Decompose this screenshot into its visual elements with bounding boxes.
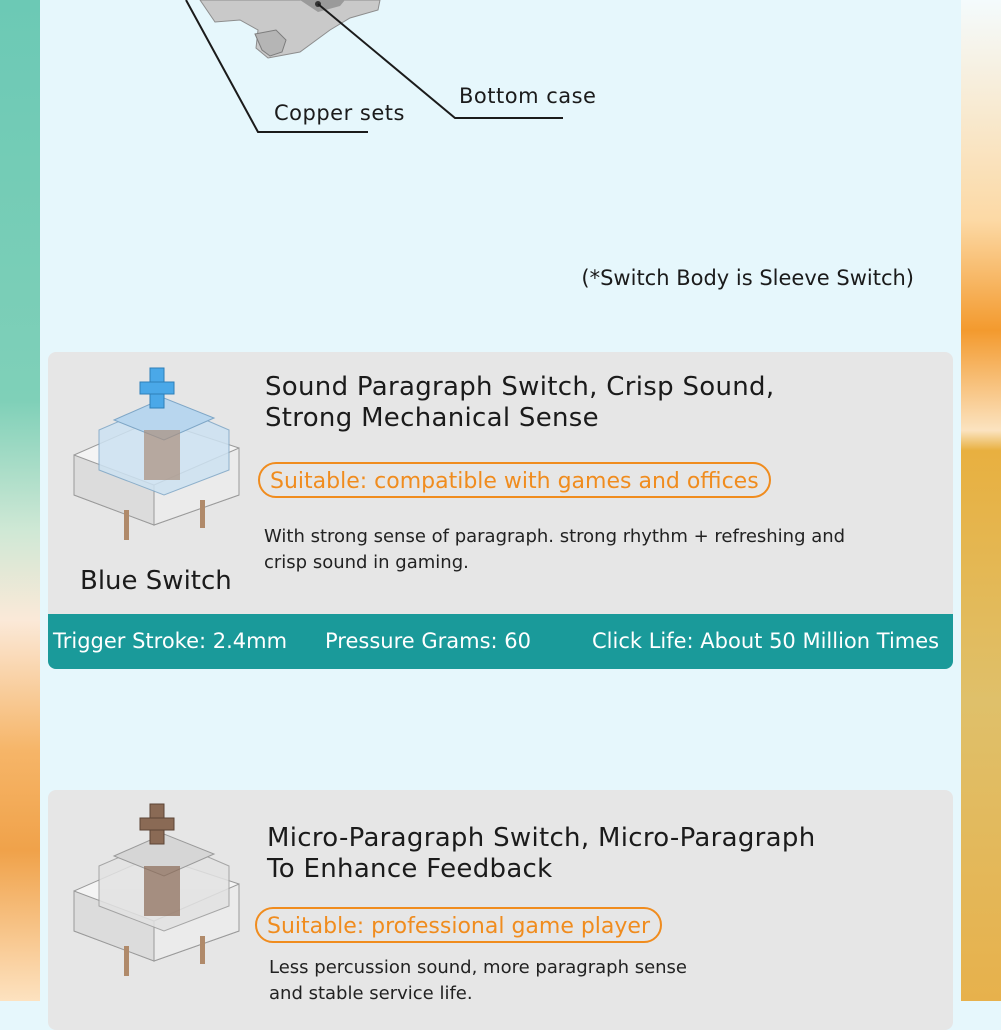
brown-switch-card (48, 790, 953, 1030)
description-line-1: With strong sense of paragraph. strong rhythm + refreshing and (264, 526, 846, 547)
headline-line-1: Sound Paragraph Switch, Crisp Sound, (265, 372, 775, 402)
callout-bottom-case: Bottom case (459, 84, 597, 108)
suitable-badge: Suitable: professional game player (255, 907, 662, 943)
spec-trigger-stroke: Trigger Stroke: 2.4mm (53, 629, 288, 653)
headline-line-2: Strong Mechanical Sense (265, 403, 599, 433)
spec-click-life: Click Life: About 50 Million Times (592, 629, 940, 653)
right-decorative-strip (961, 0, 1001, 1001)
headline-line-2: To Enhance Feedback (267, 854, 553, 884)
headline-line-1: Micro-Paragraph Switch, Micro-Paragraph (267, 823, 816, 853)
left-decorative-strip (0, 0, 40, 1001)
spec-bar (48, 614, 953, 669)
description-line-2: crisp sound in gaming. (264, 552, 469, 573)
sleeve-switch-note: (*Switch Body is Sleeve Switch) (581, 266, 914, 290)
description-line-1: Less percussion sound, more paragraph sense (269, 957, 688, 978)
suitable-badge: Suitable: compatible with games and offices (258, 462, 771, 498)
bottom-case-graphic (200, 0, 380, 58)
blue-switch-card (48, 352, 953, 669)
blue-switch-image (54, 360, 252, 550)
spec-pressure-grams: Pressure Grams: 60 (325, 629, 531, 653)
brown-switch-image (54, 796, 252, 986)
description-line-2: and stable service life. (269, 983, 473, 1004)
switch-name: Blue Switch (80, 566, 232, 596)
switch-exploded-diagram (0, 0, 1001, 150)
callout-copper-sets: Copper sets (274, 101, 405, 125)
